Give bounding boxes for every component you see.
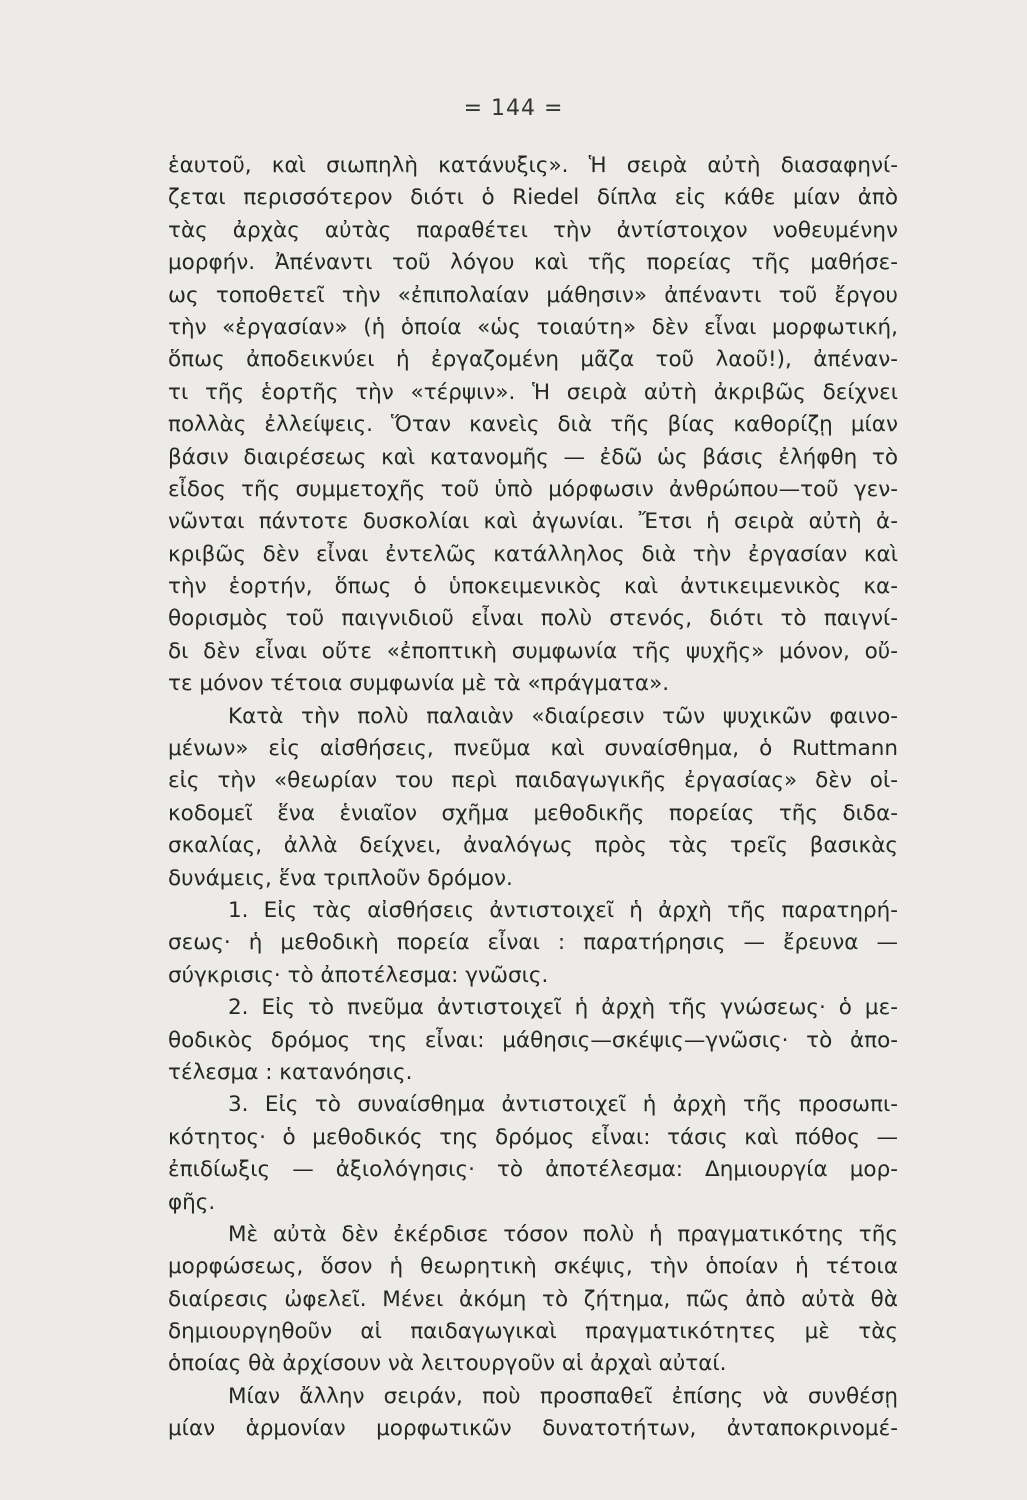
text-line: νῶνται πάντοτε δυσκολίαι καὶ ἀγωνίαι. Ἔτσι ἡ σειρὰ αὐτὴ ἀ- — [168, 509, 898, 535]
text-line: εἶδος τῆς συμμετοχῆς τοῦ ὑπὸ μόρφωσιν ἀνθρώπου—τοῦ γεν- — [168, 476, 898, 502]
text-line: ὁποίας θὰ ἀρχίσουν νὰ λειτουργοῦν αἱ ἀρχαὶ αὐταί. — [168, 1351, 727, 1377]
text-line: Μὲ αὐτὰ δὲν ἐκέρδισε τόσον πολὺ ἡ πραγματικότης τῆς — [228, 1221, 898, 1247]
text-line: πολλὰς ἐλλείψεις. Ὅταν κανεὶς διὰ τῆς βίας καθορίζῃ μίαν — [168, 412, 898, 438]
text-line: τὴν «ἐργασίαν» (ἡ ὁποία «ὡς τοιαύτη» δὲν εἶναι μορφωτική, — [168, 314, 898, 340]
text-line: 2. Εἰς τὸ πνεῦμα ἀντιστοιχεῖ ἡ ἀρχὴ τῆς γνώσεως· ὁ με- — [228, 995, 898, 1021]
text-line: μορφήν. Ἀπέναντι τοῦ λόγου καὶ τῆς πορείας τῆς μαθήσε- — [168, 250, 898, 276]
text-line: διαίρεσις ὠφελεῖ. Μένει ἀκόμη τὸ ζήτημα, πῶς ἀπὸ αὐτὰ θὰ — [168, 1286, 898, 1312]
text-line: κοδομεῖ ἕνα ἑνιαῖον σχῆμα μεθοδικῆς πορείας τῆς διδα- — [168, 800, 898, 826]
text-line: φῆς. — [168, 1189, 216, 1215]
text-line: Κατὰ τὴν πολὺ παλαιὰν «διαίρεσιν τῶν ψυχικῶν φαινο- — [228, 703, 898, 729]
text-line: Μίαν ἄλλην σειράν, ποὺ προσπαθεῖ ἐπίσης νὰ συνθέσῃ — [228, 1383, 898, 1409]
text-line: τε μόνον τέτοια συμφωνία μὲ τὰ «πράγματα». — [168, 671, 670, 697]
text-line: εἰς τὴν «θεωρίαν του περὶ παιδαγωγικῆς ἐργασίας» δὲν οἰ- — [168, 768, 898, 794]
text-line: ὅπως ἀποδεικνύει ἡ ἐργαζομένη μᾶζα τοῦ λαοῦ!), ἀπέναν- — [168, 347, 898, 373]
text-line: τι τῆς ἑορτῆς τὴν «τέρψιν». Ἡ σειρὰ αὐτὴ ἀκριβῶς δείχνει — [168, 379, 898, 405]
text-line: θορισμὸς τοῦ παιγνιδιοῦ εἶναι πολὺ στενός, διότι τὸ παιγνί- — [168, 606, 898, 632]
text-line: ως τοποθετεῖ τὴν «ἐπιπολαίαν μάθησιν» ἀπέναντι τοῦ ἔργου — [168, 282, 898, 308]
text-line: δυνάμεις, ἕνα τριπλοῦν δρόμον. — [168, 865, 513, 891]
page-number: = 144 = — [463, 96, 564, 121]
text-line: δημιουργηθοῦν αἱ παιδαγωγικαὶ πραγματικότητες μὲ τὰς — [168, 1319, 898, 1345]
text-line: μένων» εἰς αἰσθήσεις, πνεῦμα καὶ συναίσθημα, ὁ Ruttmann — [168, 736, 898, 762]
text-line: σκαλίας, ἀλλὰ δείχνει, ἀναλόγως πρὸς τὰς τρεῖς βασικὰς — [168, 833, 898, 859]
text-line: κότητος· ὁ μεθοδικός της δρόμος εἶναι: τάσις καὶ πόθος — — [168, 1124, 898, 1150]
text-line: τὴν ἑορτήν, ὅπως ὁ ὑποκειμενικὸς καὶ ἀντικειμενικὸς κα- — [168, 574, 898, 600]
text-line: ἑαυτοῦ, καὶ σιωπηλὴ κατάνυξις». Ἡ σειρὰ αὐτὴ διασαφηνί- — [168, 153, 898, 178]
text-line: βάσιν διαιρέσεως καὶ κατανομῆς — ἐδῶ ὡς βάσις ἐλήφθη τὸ — [168, 444, 898, 470]
text-line: 1. Εἰς τὰς αἰσθήσεις ἀντιστοιχεῖ ἡ ἀρχὴ τῆς παρατηρή- — [228, 897, 898, 923]
text-line: σεως· ἡ μεθοδικὴ πορεία εἶναι : παρατήρησις — ἔρευνα — — [168, 930, 898, 956]
text-line: 3. Εἰς τὸ συναίσθημα ἀντιστοιχεῖ ἡ ἀρχὴ τῆς προσωπι- — [228, 1092, 898, 1118]
text-line: τέλεσμα : κατανόησις. — [168, 1059, 413, 1085]
text-line: ἐπιδίωξις — ἀξιολόγησις· τὸ ἀποτέλεσμα: Δημιουργία μορ- — [168, 1157, 898, 1183]
text-line: τὰς ἀρχὰς αὐτὰς παραθέτει τὴν ἀντίστοιχον νοθευμένην — [168, 217, 898, 243]
text-line: μίαν ἁρμονίαν μορφωτικῶν δυνατοτήτων, ἀνταποκρινομέ- — [168, 1416, 898, 1442]
body-text — [168, 150, 898, 1446]
text-line: θοδικὸς δρόμος της εἶναι: μάθησις—σκέψις—γνῶσις· τὸ ἀπο- — [168, 1027, 898, 1053]
text-line: δι δὲν εἶναι οὔτε «ἐποπτικὴ συμφωνία τῆς ψυχῆς» μόνον, οὔ- — [168, 638, 898, 664]
text-line: σύγκρισις· τὸ ἀποτέλεσμα: γνῶσις. — [168, 962, 549, 988]
text-line: μορφώσεως, ὅσον ἡ θεωρητικὴ σκέψις, τὴν ὁποίαν ἡ τέτοια — [168, 1254, 898, 1280]
text-line: ζεται περισσότερον διότι ὁ Riedel δίπλα εἰς κάθε μίαν ἀπὸ — [168, 185, 898, 211]
text-line: κριβῶς δὲν εἶναι ἐντελῶς κατάλληλος διὰ τὴν ἐργασίαν καὶ — [168, 541, 898, 567]
